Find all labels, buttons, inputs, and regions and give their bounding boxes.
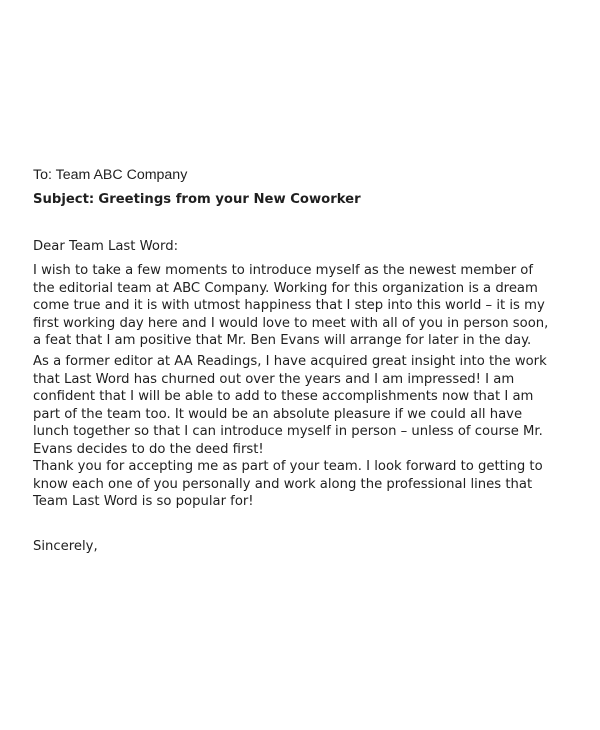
salutation: Dear Team Last Word:	[33, 239, 179, 254]
paragraph-line: lunch together so that I can introduce myself in person – unless of course Mr.	[33, 424, 543, 439]
paragraph-line: Team Last Word is so popular for!	[33, 494, 254, 509]
paragraph-line: a feat that I am positive that Mr. Ben Evans will arrange for later in the day.	[33, 333, 532, 348]
paragraph-line: Evans decides to do the deed first!	[33, 441, 264, 457]
paragraph-line: come true and it is with utmost happiness that I step into this world – it is my	[33, 298, 545, 313]
paragraph-line: part of the team too. It would be an absolute pleasure if we could all have	[33, 406, 523, 422]
paragraph-line: first working day here and I would love to meet with all of you in person soon,	[33, 315, 549, 331]
subject-line	[33, 191, 361, 209]
paragraph-1	[33, 262, 578, 350]
paragraph-3	[33, 458, 578, 511]
paragraph-2	[33, 353, 578, 458]
subject-text: Greetings from your New Coworker	[98, 192, 361, 207]
paragraph-line: that Last Word has churned out over the years and I am impressed! I am	[33, 371, 515, 387]
paragraph-line: I wish to take a few moments to introduce myself as the newest member of	[33, 263, 534, 278]
closing: Sincerely,	[33, 539, 98, 554]
paragraph-line: know each one of you personally and work along the professional lines that	[33, 476, 533, 492]
paragraph-line: the editorial team at ABC Company. Working for this organization is a dream	[33, 280, 538, 296]
paragraph-line: Thank you for accepting me as part of your team. I look forward to getting to	[33, 459, 543, 474]
subject-label: Subject:	[33, 192, 95, 207]
recipient-line: To: Team ABC Company	[33, 167, 188, 183]
paragraph-line: As a former editor at AA Readings, I have acquired great insight into the work	[33, 354, 547, 369]
paragraph-line: confident that I will be able to add to these accomplishments now that I am	[33, 389, 534, 404]
